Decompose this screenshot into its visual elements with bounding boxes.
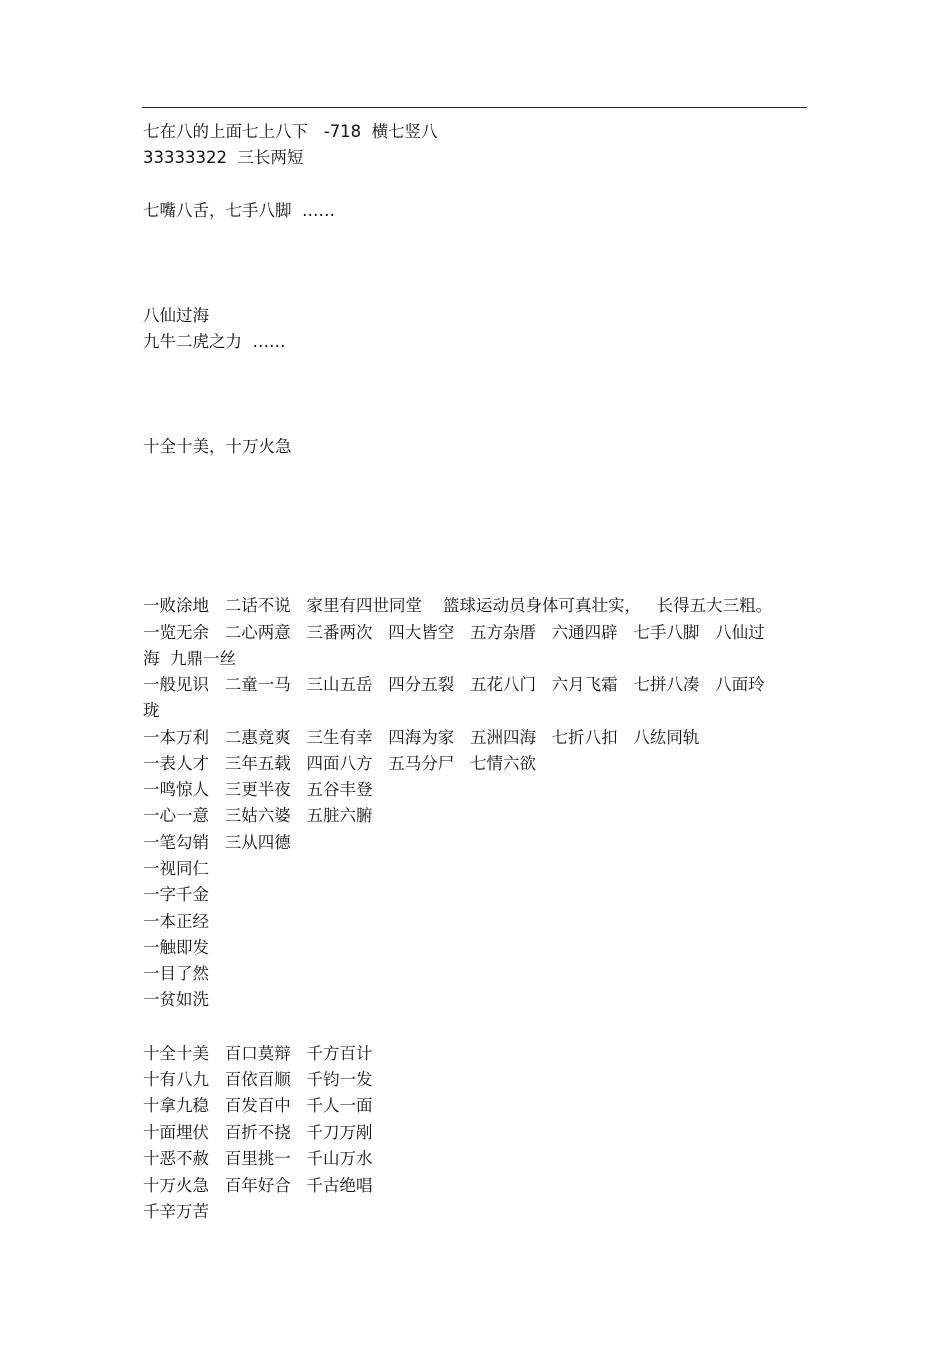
text-line: 33333322 三长两短 — [143, 148, 304, 167]
text-line: 一败涂地 二话不说 家里有四世同堂 篮球运动员身体可真壮实， 长得五大三粗。 — [143, 596, 773, 615]
text-line: 七在八的上面七上八下 -718 横七竖八 — [143, 122, 438, 141]
text-line: 十全十美 百口莫辩 千方百计 — [143, 1044, 373, 1063]
text-line: 一般见识 二童一马 三山五岳 四分五裂 五花八门 六月飞霜 七拼八凑 八面玲 — [143, 675, 765, 694]
text-line: 十万火急 百年好合 千古绝唱 — [143, 1176, 373, 1195]
header-rule — [142, 107, 807, 108]
text-line: 十面埋伏 百折不挠 千刀万剐 — [143, 1123, 373, 1142]
text-line: 珑 — [143, 701, 160, 720]
text-line: 七嘴八舌，七手八脚 …… — [143, 201, 335, 220]
text-line: 一触即发 — [143, 938, 209, 957]
text-line: 十全十美，十万火急 — [143, 437, 292, 456]
text-line: 八仙过海 — [143, 306, 209, 325]
text-line: 海 九鼎一丝 — [143, 649, 236, 668]
text-line: 一鸣惊人 三更半夜 五谷丰登 — [143, 780, 373, 799]
text-line: 十恶不赦 百里挑一 千山万水 — [143, 1149, 373, 1168]
text-line: 一本正经 — [143, 912, 209, 931]
text-line: 千辛万苦 — [143, 1202, 209, 1221]
text-line: 一览无余 二心两意 三番两次 四大皆空 五方杂厝 六通四辟 七手八脚 八仙过 — [143, 623, 765, 642]
text-line: 一视同仁 — [143, 859, 209, 878]
text-line: 一表人才 三年五载 四面八方 五马分尸 七情六欲 — [143, 754, 536, 773]
text-line: 一心一意 三姑六婆 五脏六腑 — [143, 806, 373, 825]
text-line: 九牛二虎之力 …… — [143, 332, 286, 351]
text-line: 一贫如洗 — [143, 990, 209, 1009]
text-line: 一笔勾销 三从四德 — [143, 833, 291, 852]
text-line: 十拿九稳 百发百中 千人一面 — [143, 1096, 373, 1115]
text-line: 十有八九 百依百顺 千钧一发 — [143, 1070, 373, 1089]
text-line: 一字千金 — [143, 885, 209, 904]
text-line: 一本万利 二惠竞爽 三生有幸 四海为家 五洲四海 七折八扣 八纮同轨 — [143, 728, 700, 747]
text-line: 一目了然 — [143, 964, 209, 983]
